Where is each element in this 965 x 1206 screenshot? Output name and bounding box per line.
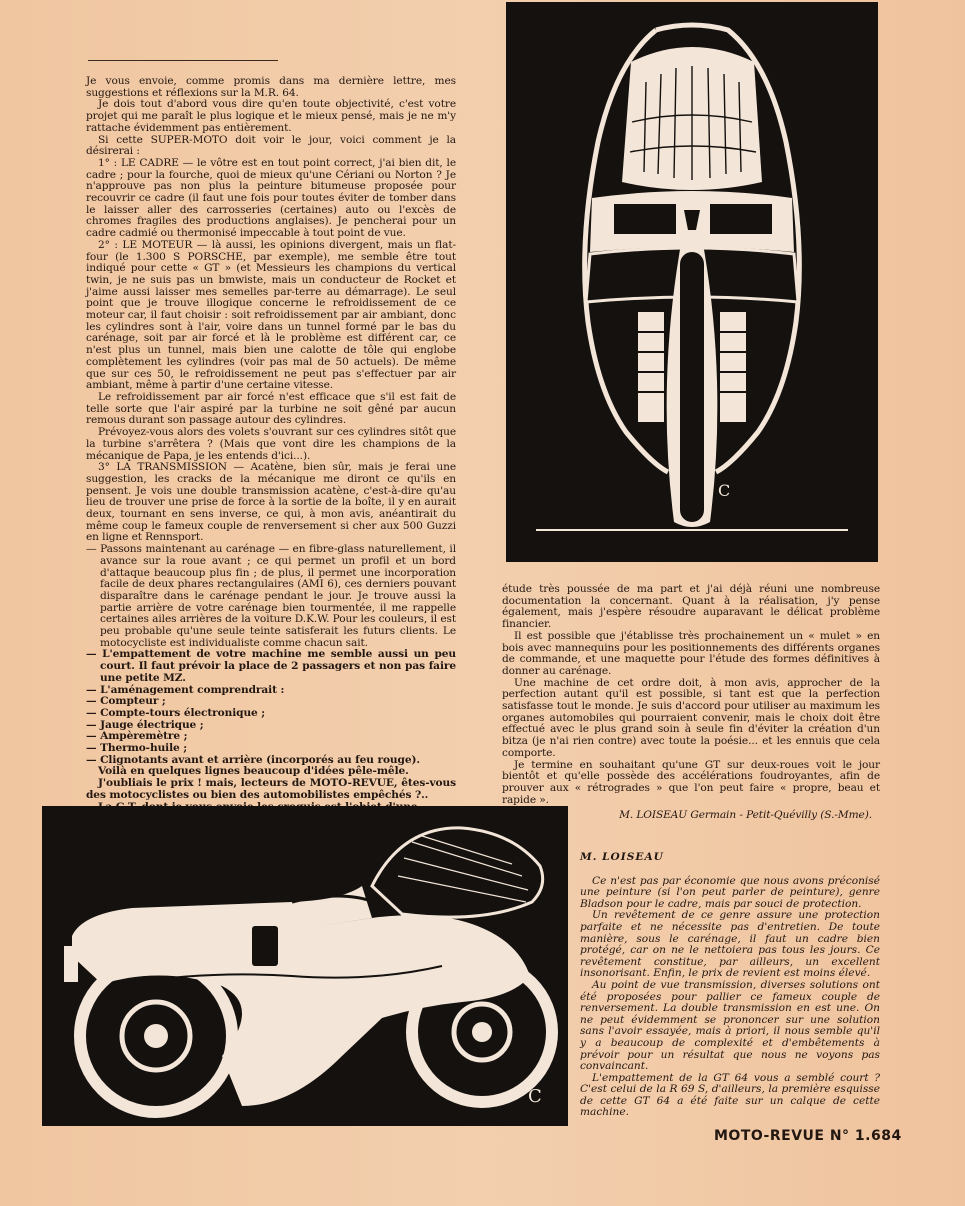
- reply-paragraph: Ce n'est pas par économie que nous avons préconisé une peinture (si l'on peut parler de peinture), genre Bladson pour le cadre, mais par souci de protection.: [580, 874, 880, 910]
- letter-paragraph: Il est possible que j'établisse très prochainement un « mulet » en bois avec mannequins pour les positionnements des différents organes de commande, et une maquette pour l'étude des formes définitives à donner au carénage.: [502, 629, 880, 677]
- column-rule: [88, 60, 278, 61]
- reply-heading: M. LOISEAU: [580, 851, 664, 863]
- letter-paragraph: J'oubliais le prix ! mais, lecteurs de MOTO-REVUE, êtes-vous des motocyclistes ou bien des automobilistes empêchés ?..: [86, 777, 456, 801]
- letter-paragraph: Prévoyez-vous alors des volets s'ouvrant sur ces cylindres sitôt que la turbine s'arrêtera ? (Mais que vont dire les champions de la mécanique de Papa, je les entends d'ici...).: [86, 426, 456, 462]
- reply-paragraph: Au point de vue transmission, diverses solutions ont été proposées pour pallier ce fameux couple de renversement. La double transmission en est une. On ne peut évidemment se prononcer sur une solution sans l'avoir essayée, mais à priori, il nous semble qu'il y a beaucoup de complexité et d'embêtements à prévoir pour un résultat que nous ne voyons pas convainсant.: [580, 978, 880, 1073]
- letter-column-right: [502, 584, 880, 822]
- front-view-illustration: [506, 2, 878, 562]
- letter-paragraph: 2° : LE MOTEUR — là aussi, les opinions divergent, mais un flat-four (le 1.300 S PORSCHE, par exemple), me semble être tout indiqué pour cette « GT » (et Messieurs les champions du vertical twin, je ne suis pas un bmwiste, mais un conducteur de Rocket et j'aime aussi laisser mes semelles par-terre au démarrage). Le seul point que je trouve illogique concerne le refroidissement de ce moteur car, il faut choisir : soit refroidissement par air ambiant, donc les cylindres sont à l'air, voire dans un tunnel formé par le bas du carénage, soit par air forcé et là le problème est différent car, ce n'est plus un tunnel, mais bien une calotte de tôle qui englobe complètement les cylindres (voir pas mal de 50 actuels). De même que sur ces 50, le refroidissement ne peut pas s'effectuer par air ambiant, même à partir d'une certaine vitesse.: [86, 238, 456, 392]
- letter-list-item: — Thermo-huile ;: [86, 742, 188, 755]
- reply-paragraph: L'empattement de la GT 64 vous a semblé court ? C'est celui de la R 69 S, d'ailleurs, la première esquisse de cette GT 64 a été faite sur un calque de cette machine.: [580, 1071, 880, 1119]
- letter-paragraph: Le refroidissement par air forcé n'est efficace que s'il est fait de telle sorte que l'air aspiré par la turbine ne soit gêné par aucun remous durant son passage autour des cylindres.: [86, 390, 456, 427]
- letter-paragraph: 3° LA TRANSMISSION — Acatène, bien sûr, mais je ferai une suggestion, les cracks de la mécanique me diront ce qu'ils en pensent. Je vois une double transmission acatène, c'est-à-dire qu'au lieu de trouver une prise de force à la sortie de la boîte, il y en aurait deux, tournant en sens inverse, ce qui, à mon avis, anéantirait du même coup le fameux couple de renversement si cher aux 500 Guzzi en ligne et Rennsport.: [86, 461, 456, 544]
- letter-paragraph: Je vous envoie, comme promis dans ma dernière lettre, mes suggestions et réflexions sur la M.R. 64.: [86, 75, 456, 99]
- letter-list-item: — Jauge électrique ;: [86, 718, 204, 731]
- side-view-illustration: [42, 806, 568, 1126]
- letter-paragraph: — Passons maintenant au carénage — en fibre-glass naturellement, il avance sur la roue avant ; ce qui permet un profil et un bord d'attaque beaucoup plus fin ; de plus, il permet une incorporation facile de deux phares rectangulaires (AMI 6), ces derniers pouvant disparaître dans le carénage pendant le jour. Je trouve aussi la partie arrière de votre carénage bien tourmentée, il me rappelle certaines ailes arrières de la voiture D.K.W. Pour les couleurs, il est peu probable qu'une seule teinte satisferait les futurs clients. Le motocycliste est individualiste comme chacun sait.: [86, 543, 456, 649]
- letter-paragraph: étude très poussée de ma part et j'ai déjà réuni une nombreuse documentation la concernant. Quant à la réalisation, j'y pense également, mais j'espère résoudre auparavant le délicat problème financier.: [502, 583, 880, 631]
- letter-paragraph: Si cette SUPER-MOTO doit voir le jour, voici comment je la désirerai :: [86, 133, 456, 158]
- letter-paragraph: Je dois tout d'abord vous dire qu'en toute objectivité, c'est votre projet qui me paraît le plus logique et le mieux pensé, mais je ne m'y rattache évidemment pas entièrement.: [86, 98, 456, 134]
- motorcycle-side-sketch: [42, 806, 568, 1126]
- reply-paragraph: Un revêtement de ce genre assure une protection parfaite et ne nécessite pas d'entretien. De toute manière, sous le carénage, il faut un cadre bien protégé, car on ne le nettoiera pas tous les jours. Ce revêtement constitue, par ailleurs, un excellent insonorisant. Enfin, le prix de revient est moins élevé.: [580, 909, 880, 980]
- letter-paragraph: Une machine de cet ordre doit, à mon avis, approcher de la perfection autant qu'il est possible, si tant est que la perfection satisfasse tout le monde. Je suis d'accord pour utiliser au maximum les organes automobiles qui pourraient convenir, mais le choix doit être effectué avec le plus grand soin à seule fin d'éviter la création d'un bitza (je n'ai rien contre) avec toute la poésie... et les ennuis que cela comporte.: [502, 676, 880, 759]
- artist-mark: C: [528, 1086, 542, 1107]
- letter-paragraph: 1° : LE CADRE — le vôtre est en tout point correct, j'ai bien dit, le cadre ; pour la fourche, quoi de mieux qu'une Cériani ou Norton ? Je n'approuve pas non plus la peinture bitumeuse proposée pour recouvrir ce cadre (il faut une fois pour toutes éviter de tomber dans le laisser aller des carrosseries (certaines) auto ou l'excès de chromes fragiles des productions anglaises). Je pencherai pour un cadre cadmié ou thermonisé impeccable à tout point de vue.: [86, 156, 456, 240]
- motorcycle-front-sketch: [506, 2, 878, 562]
- letter-paragraph: Voilà en quelques lignes beaucoup d'idées pêle-mêle.: [98, 765, 409, 778]
- page-footer: MOTO-REVUE N° 1.684: [714, 1128, 902, 1144]
- artist-mark: C: [718, 481, 731, 500]
- letter-list-item: — Ampèremètre ;: [86, 730, 188, 743]
- letter-list-item: — Clignotants avant et arrière (incorporés au feu rouge).: [86, 753, 420, 766]
- letter-list-item: — Compteur ;: [86, 695, 166, 708]
- letter-paragraph: Je termine en souhaitant qu'une GT sur deux-roues voit le jour bientôt et qu'elle possède des accélérations foudroyantes, afin de prouver aux « rétrogrades » que l'on peut faire « propre, beau et rapide ».: [502, 758, 880, 806]
- letter-list-item: — L'aménagement comprendrait :: [86, 683, 285, 696]
- letter-signature: M. LOISEAU Germain - Petit-Quévilly (S.-Mme).: [619, 809, 872, 822]
- letter-list-item: — Compte-tours électronique ;: [86, 706, 266, 719]
- letter-paragraph: — L'empattement de votre machine me semble aussi un peu court. Il faut prévoir la place de 2 passagers et non pas faire une petite MZ.: [86, 648, 456, 684]
- letter-column-left: [86, 76, 456, 813]
- editorial-reply: [580, 852, 880, 1119]
